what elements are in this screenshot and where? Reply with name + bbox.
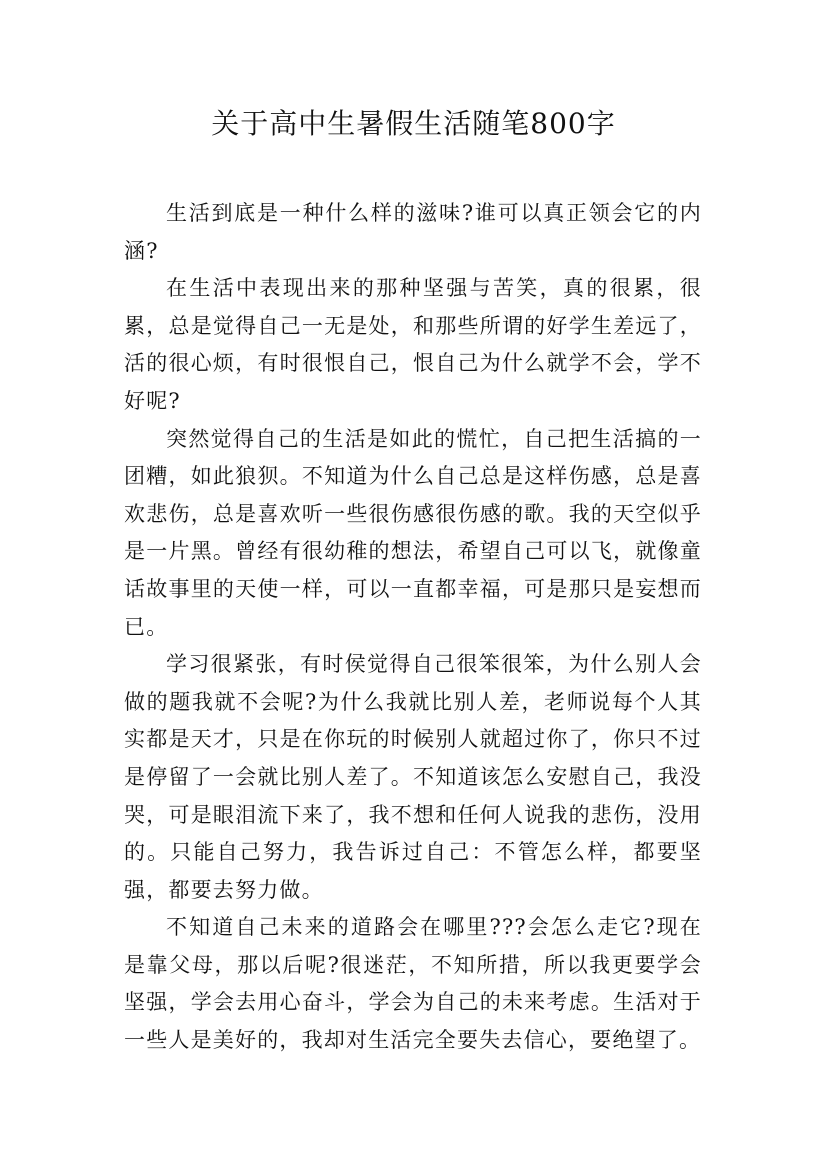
paragraph-3: 突然觉得自己的生活是如此的慌忙，自己把生活搞的一团糟，如此狼狈。不知道为什么自己总是这样伤感，总是喜欢悲伤，总是喜欢听一些很伤感很伤感的歌。我的天空似乎是一片黑。曾经有很幼稚的想法，希望自己可以飞，就像童话故事里的天使一样，可以一直都幸福，可是那只是妄想而已。 [124,426,702,639]
document-body [124,195,702,1060]
paragraph-2: 在生活中表现出来的那种坚强与苦笑，真的很累，很累，总是觉得自己一无是处，和那些所谓的好学生差远了，活的很心烦，有时很恨自己，恨自己为什么就学不会，学不好呢? [124,276,702,413]
paragraph-1: 生活到底是一种什么样的滋味?谁可以真正领会它的内涵? [124,201,702,263]
paragraph-4: 学习很紧张，有时侯觉得自己很笨很笨，为什么别人会做的题我就不会呢?为什么我就比别人差，老师说每个人其实都是天才，只是在你玩的时候别人就超过你了，你只不过是停留了一会就比别人差了。不知道该怎么安慰自己，我没哭，可是眼泪流下来了，我不想和任何人说我的悲伤，没用的。只能自己努力，我告诉过自己：不管怎么样，都要坚强，都要去努力做。 [124,652,702,902]
document-title: 关于高中生暑假生活随笔800字 [211,107,616,140]
paragraph-5: 不知道自己未来的道路会在哪里???会怎么走它?现在是靠父母，那以后呢?很迷茫，不知所措，所以我更要学会坚强，学会去用心奋斗，学会为自己的未来考虑。生活对于一些人是美好的，我却对生活完全要失去信心，要绝望了。 [124,915,702,1053]
